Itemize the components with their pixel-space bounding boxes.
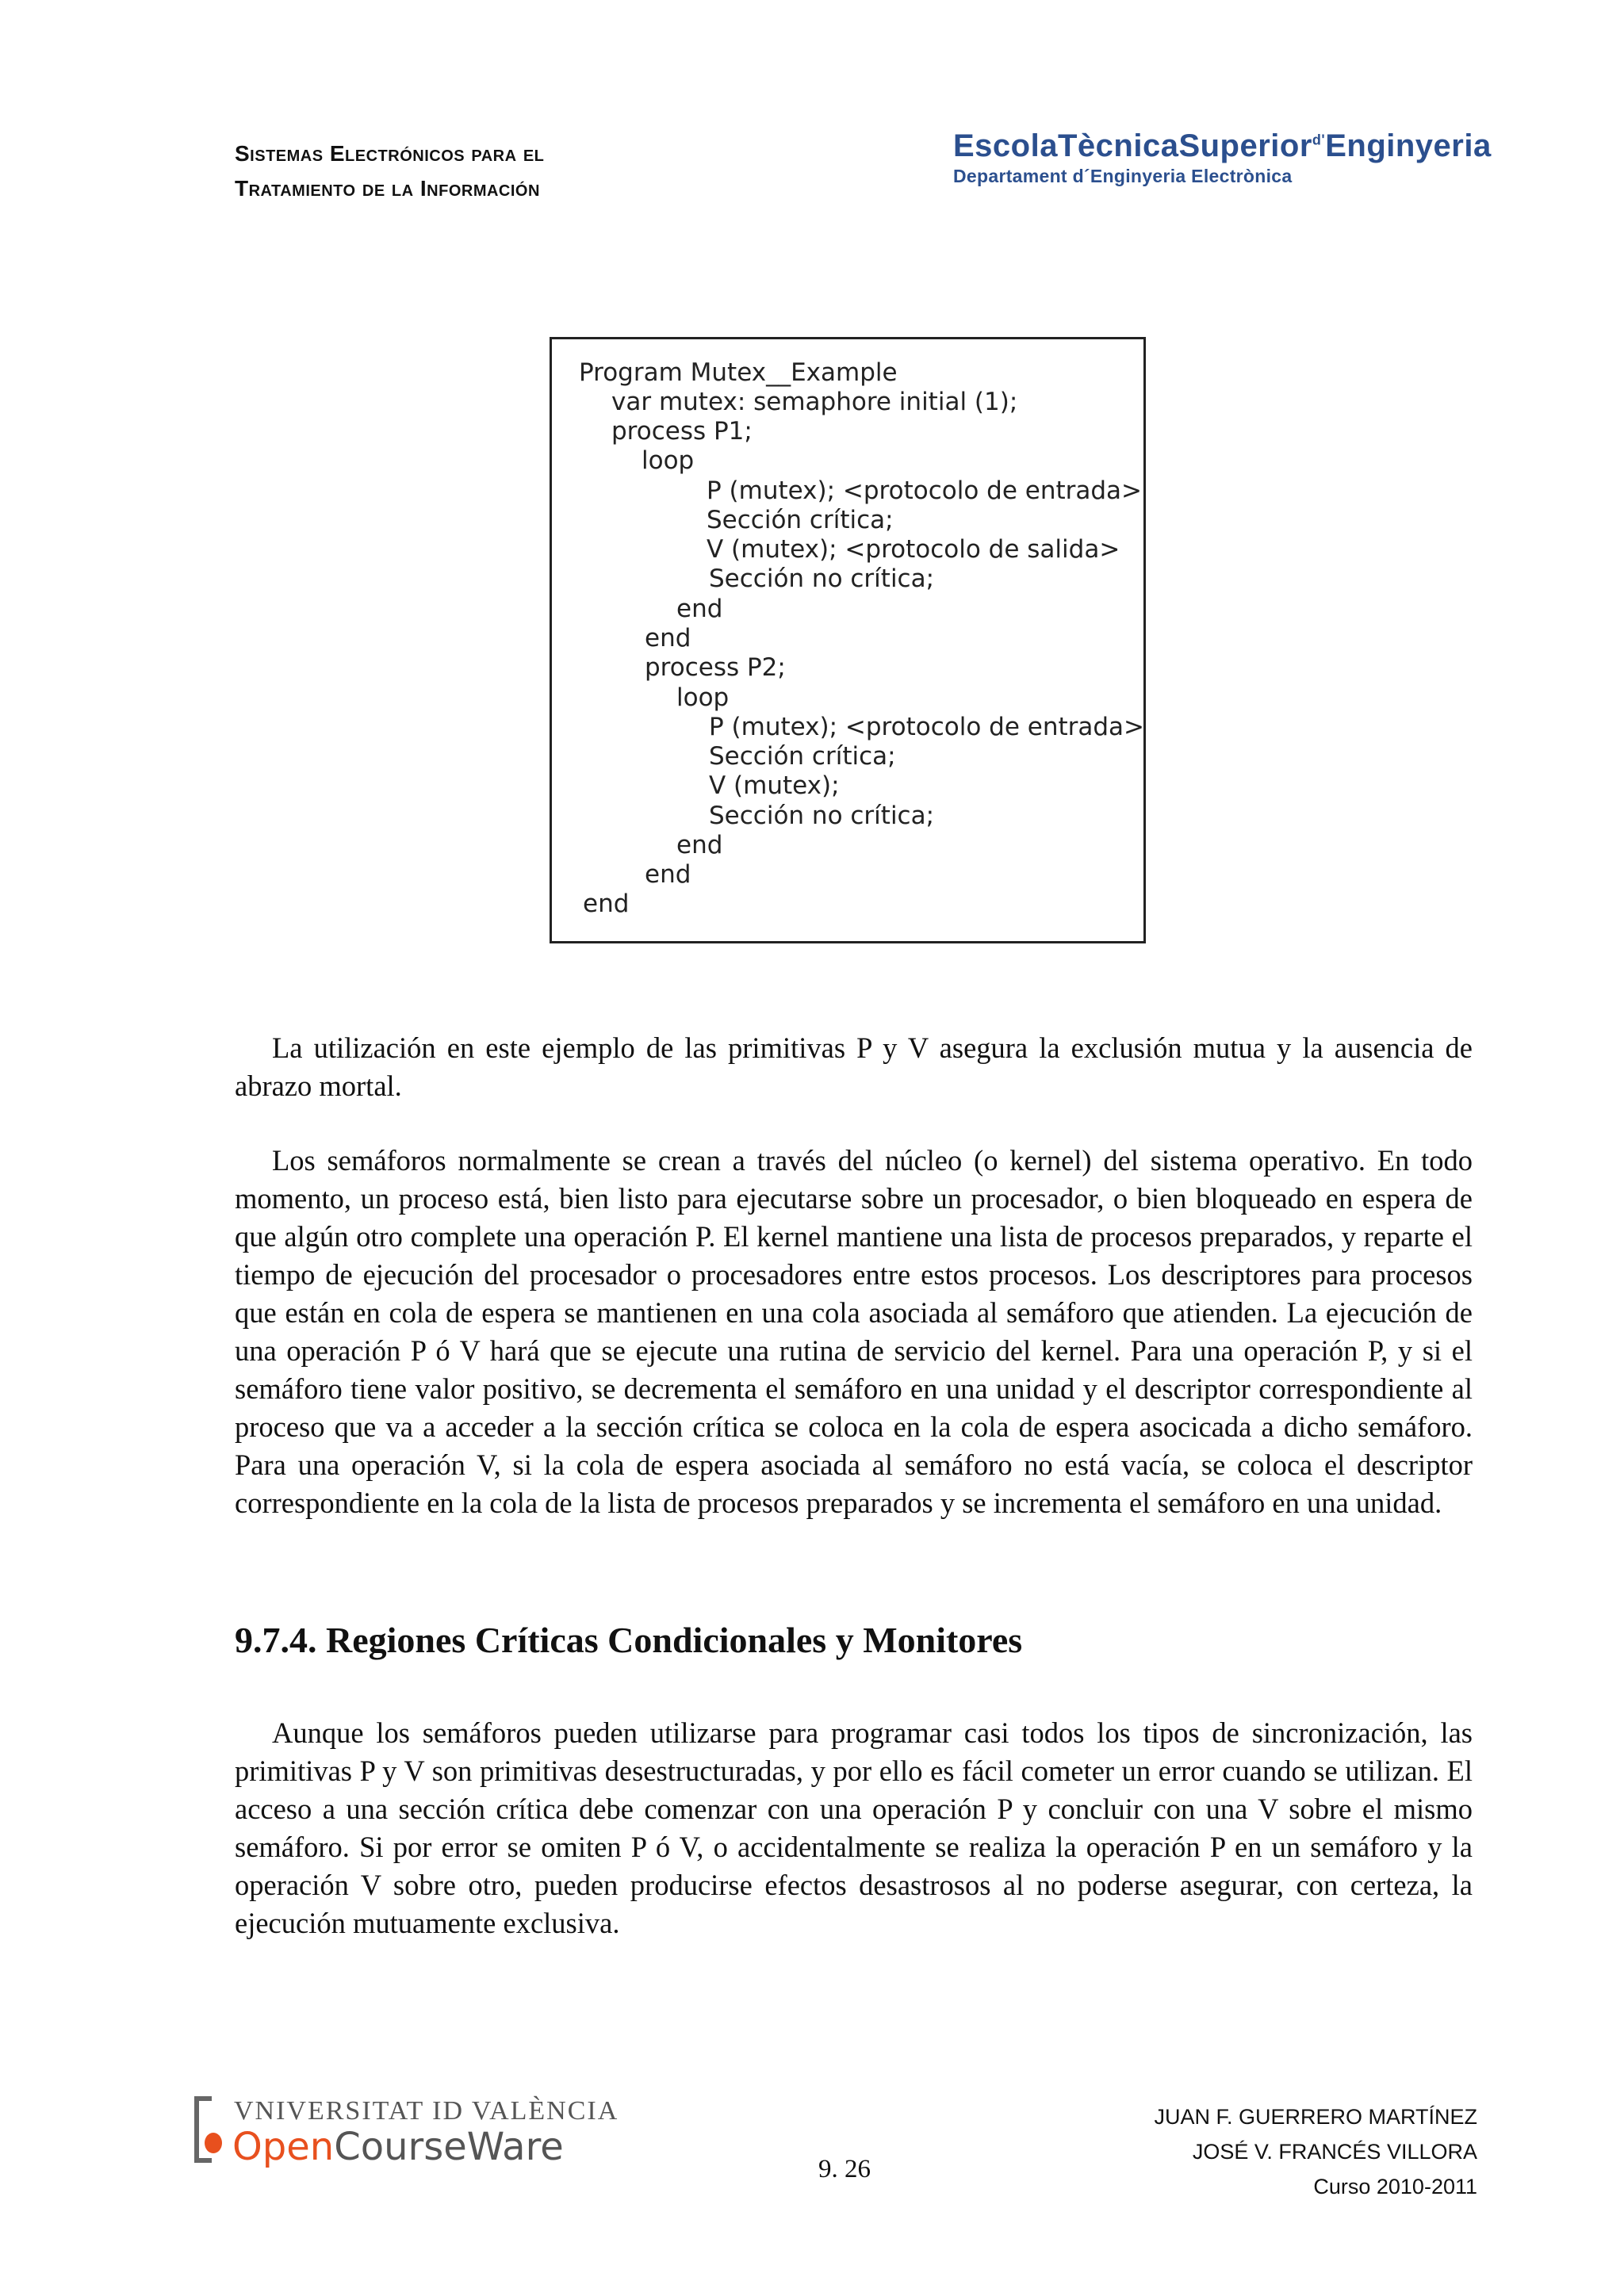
paragraph-semaphores-kernel: Los semáforos normalmente se crean a través del núcleo (o kernel) del sistema operativo. En todo momento, un proceso está, bien listo para ejecutarse sobre un procesador, o bien bloqueado en espera de que algún otro complete una operación P. El kernel mantiene una lista de procesos preparados, y reparte el tiempo de ejecución del procesador o procesadores entre estos procesos. Los descriptores para procesos que están en cola de espera se mantienen en una cola asociada al semáforo que atienden. La ejecución de una operación P ó V hará que se ejecute una rutina de servicio del kernel. Para una operación P, y si el semáforo tiene valor positivo, se decrementa el semáforo en una unidad y el descriptor correspondiente al proceso que va a acceder a la sección crítica se coloca en la cola de espera asocicada a dicho semáforo. Para una operación V, si la cola de espera asociada al semáforo no está vacía, se coloca el descriptor correspondiente en la cola de la lista de procesos preparados y se incrementa el semáforo en una unidad. <box>235 1144 1473 1519</box>
code-line: loop <box>676 683 730 712</box>
footer-authors <box>1154 2099 1477 2204</box>
code-line: Sección crítica; <box>707 506 894 534</box>
section-heading: 9.7.4. Regiones Críticas Condicionales y Monitores <box>235 1620 1023 1660</box>
logo-open-text: Open <box>232 2125 335 2169</box>
code-line: V (mutex); <box>709 771 840 800</box>
code-line: Sección no crítica; <box>709 802 935 830</box>
course-year: Curso 2010-2011 <box>1313 2175 1477 2198</box>
header-title-line1: Sistemas Electrónicos para el <box>235 141 545 166</box>
code-line: end <box>676 595 723 623</box>
author-2: JOSÉ V. FRANCÉS VILLORA <box>1192 2140 1477 2164</box>
code-line: end <box>645 860 691 889</box>
code-line: P (mutex); <protocolo de entrada> <box>709 713 1145 741</box>
code-line: end <box>645 624 691 652</box>
opencourseware-logo <box>194 2093 619 2180</box>
code-line: Sección no crítica; <box>709 564 935 593</box>
logo-bracket-icon <box>194 2096 212 2163</box>
code-line: end <box>676 831 723 859</box>
school-logo <box>953 128 1492 187</box>
header-title <box>235 136 544 206</box>
code-line: P (mutex); <protocolo de entrada> <box>707 476 1143 505</box>
paragraph-unstructured-primitives: Aunque los semáforos pueden utilizarse para programar casi todos los tipos de sincronización, las primitivas P y V son primitivas desestructuradas, y por ello es fácil cometer un error cuando se utilizan. El acceso a una sección crítica debe comenzar con una operación P y concluir con una V sobre el mismo semáforo. Si por error se omiten P ó V, o accidentalmente se realiza la operación P en un semáforo y la operación V sobre otro, pueden producirse efectos desastrosos al no poderse asegurar, con certeza, la ejecución mutuamente exclusiva. <box>235 1716 1473 1939</box>
school-name <box>953 128 1492 164</box>
header-title-line2: Tratamiento de la Información <box>235 176 540 201</box>
logo-university: VNIVERSITAT ID VALÈNCIA <box>234 2096 619 2126</box>
code-line: process P2; <box>645 653 786 682</box>
logo-dot-icon <box>205 2133 222 2153</box>
department-name: Departament d´Enginyeria Electrònica <box>953 166 1293 186</box>
code-line: var mutex: semaphore initial (1); <box>611 388 1018 416</box>
code-listing <box>550 337 1146 943</box>
logo-courseware-text: CourseWare <box>334 2125 564 2169</box>
school-name-part: Superior <box>1178 128 1312 163</box>
school-name-part: Tècnica <box>1057 128 1179 163</box>
code-line: process P1; <box>611 417 753 446</box>
code-line: Program Mutex__Example <box>579 358 898 387</box>
paragraph-pv-primitives: La utilización en este ejemplo de las primitivas P y V asegura la exclusión mutua y la ausencia de abrazo mortal. <box>235 1031 1473 1102</box>
school-name-part: d' <box>1312 132 1326 148</box>
code-line: loop <box>642 446 695 475</box>
page-number: 9. 26 <box>818 2155 871 2183</box>
code-line: V (mutex); <protocolo de salida> <box>707 535 1120 564</box>
logo-opencourseware <box>232 2125 564 2169</box>
code-line: Sección crítica; <box>709 742 896 771</box>
school-name-part: Enginyeria <box>1325 128 1492 163</box>
author-1: JUAN F. GUERRERO MARTÍNEZ <box>1154 2105 1477 2129</box>
code-line: end <box>583 890 630 918</box>
school-name-part: Escola <box>953 128 1058 163</box>
